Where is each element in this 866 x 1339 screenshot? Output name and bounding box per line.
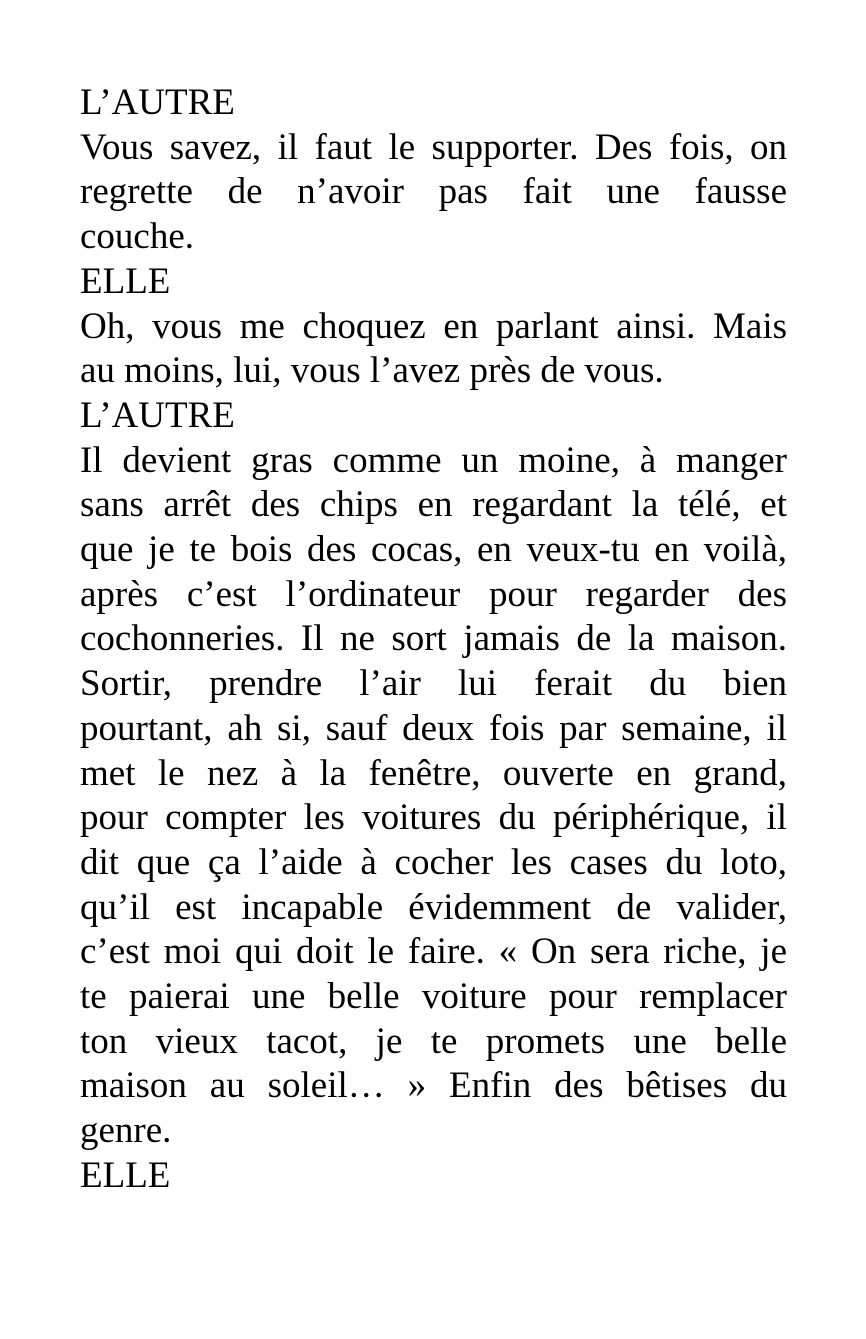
dialogue-line: Vous savez, il faut le supporter. Des fois, on [80, 126, 787, 168]
speaker-name: L’AUTRE [80, 82, 235, 123]
dialogue-line: pour compter les voitures du périphérique, il [80, 797, 787, 839]
dialogue-line: pourtant, ah si, sauf deux fois par semaine, il [80, 707, 787, 749]
dialogue-line: au moins, lui, vous l’avez près de vous. [80, 350, 664, 392]
dialogue-line: met le nez à la fenêtre, ouverte en grand, [80, 752, 787, 794]
dialogue-line: ton vieux tacot, je te promets une belle [80, 1020, 787, 1062]
dialogue-line: Il devient gras comme un moine, à manger [80, 439, 787, 481]
speaker-name: ELLE [80, 260, 171, 302]
dialogue-line: Sortir, prendre l’air lui ferait du bien [80, 663, 787, 705]
document-page [80, 81, 787, 1199]
dialogue-line: cochonneries. Il ne sort jamais de la maison. [80, 618, 787, 660]
dialogue-line: couche. [80, 216, 195, 258]
speaker-name: L’AUTRE [80, 394, 235, 436]
dialogue-line: te paierai une belle voiture pour remplacer [80, 976, 787, 1018]
dialogue-line: c’est moi qui doit le faire. « On sera riche, je [80, 931, 787, 973]
speaker-name: ELLE [80, 1154, 171, 1196]
dialogue-line: Oh, vous me choquez en parlant ainsi. Mais [80, 305, 787, 347]
dialogue-line: qu’il est incapable évidemment de valider, [80, 886, 787, 928]
dialogue-line: après c’est l’ordinateur pour regarder des [80, 573, 787, 615]
dialogue-line: que je te bois des cocas, en veux-tu en voilà, [80, 529, 787, 571]
dialogue-line: regrette de n’avoir pas fait une fausse [80, 171, 787, 213]
dialogue-line: genre. [80, 1110, 172, 1152]
dialogue-line: maison au soleil… » Enfin des bêtises du [80, 1065, 787, 1107]
dialogue-line: sans arrêt des chips en regardant la télé, et [80, 484, 787, 526]
dialogue-line: dit que ça l’aide à cocher les cases du loto, [80, 841, 787, 883]
